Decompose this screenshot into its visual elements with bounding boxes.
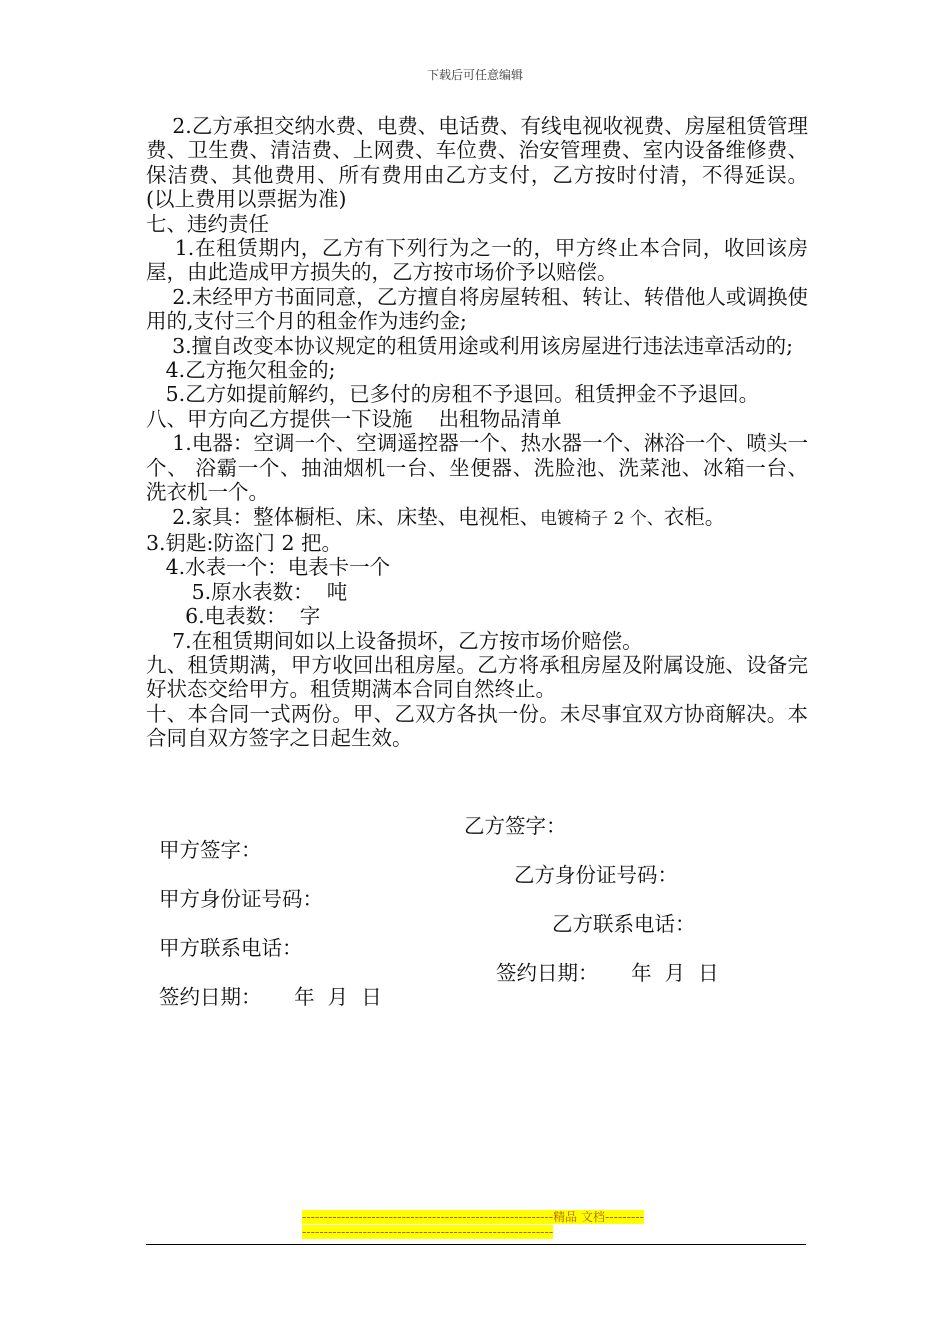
party-b-phone-label: 乙方联系电话： xyxy=(552,912,696,936)
section-title-facilities: 八、甲方向乙方提供一下设施 出租物品清单 xyxy=(146,406,562,431)
party-a-id-label: 甲方身份证号码： xyxy=(159,887,324,911)
clause-breach-2: 2.未经甲方书面同意，乙方擅自将房屋转租、转让、转借他人或调换使用的,支付三个月的租金作为违约金; xyxy=(146,284,808,334)
clause-breach-5: 5.乙方如提前解约，已多付的房租不予退回。租赁押金不予退回。 xyxy=(146,382,760,407)
party-a-signature-label: 甲方签字： xyxy=(159,838,262,862)
item-water-reading: 5.原水表数： 吨 xyxy=(146,579,348,604)
party-a-date-label: 签约日期： 年 月 日 xyxy=(159,985,382,1009)
section-title-breach: 七、违约责任 xyxy=(146,211,269,236)
item-furniture-end: 衣柜。 xyxy=(663,504,726,529)
party-b-signature-label: 乙方签字： xyxy=(464,814,567,838)
clause-breach-3: 3.擅自改变本协议规定的租赁用途或利用该房屋进行违法违章活动的; xyxy=(146,333,794,358)
clause-breach-1: 1.在租赁期内，乙方有下列行为之一的，甲方终止本合同，收回该房屋，由此造成甲方损失的，乙方按市场价予以赔偿。 xyxy=(146,236,808,285)
clause-breach-4: 4.乙方拖欠租金的; xyxy=(146,358,336,383)
footer-rule xyxy=(146,1244,806,1245)
party-b-date-label: 签约日期： 年 月 日 xyxy=(496,961,719,985)
clause-fees: 2.乙方承担交纳水费、电费、电话费、有线电视收视费、房屋租赁管理费、卫生费、清洁费、上网费、车位费、治安管理费、室内设备维修费、保洁费、其他费用、所有费用由乙方支付，乙方按时付清，不得延误。(以上费用以票据为准) xyxy=(146,114,808,212)
item-meters: 4.水表一个：电表卡一个 xyxy=(146,555,391,580)
item-electric-reading: 6.电表数： 字 xyxy=(146,604,321,629)
item-keys: 3.钥匙:防盗门 2 把。 xyxy=(146,530,343,555)
date-row xyxy=(146,961,719,1033)
footer-note-text: ----------------------------------------------------------精品 文档------------------------------------------------------------------- xyxy=(302,1210,644,1239)
page-header: 下载后可任意编辑 xyxy=(426,68,523,82)
party-b-id-label: 乙方身份证号码： xyxy=(514,863,678,887)
item-damage-liability: 7.在租赁期间如以上设备损坏，乙方按市场价赔偿。 xyxy=(146,628,643,653)
item-furniture-chairs: 电镀椅子 2 个、 xyxy=(540,508,664,529)
clause-copies: 十、本合同一式两份。甲、乙双方各执一份。未尽事宜双方协商解决。本合同自双方签字之日起生效。 xyxy=(146,701,808,751)
clause-expiry: 九、租赁期满，甲方收回出租房屋。乙方将承租房屋及附属设施、设备完好状态交给甲方。租赁期满本合同自然终止。 xyxy=(146,652,808,702)
item-furniture xyxy=(146,505,808,531)
contract-body xyxy=(146,114,808,751)
item-furniture-main: 2.家具：整体橱柜、床、床垫、电视柜、 xyxy=(146,504,541,529)
party-a-phone-label: 甲方联系电话： xyxy=(159,936,303,960)
footer-watermark-note xyxy=(302,1210,648,1240)
item-appliances: 1.电器：空调一个、空调遥控器一个、热水器一个、淋浴一个、喷头一个、 浴霸一个、抽油烟机一台、坐便器、洗脸池、洗菜池、冰箱一台、洗衣机一个。 xyxy=(146,431,808,505)
